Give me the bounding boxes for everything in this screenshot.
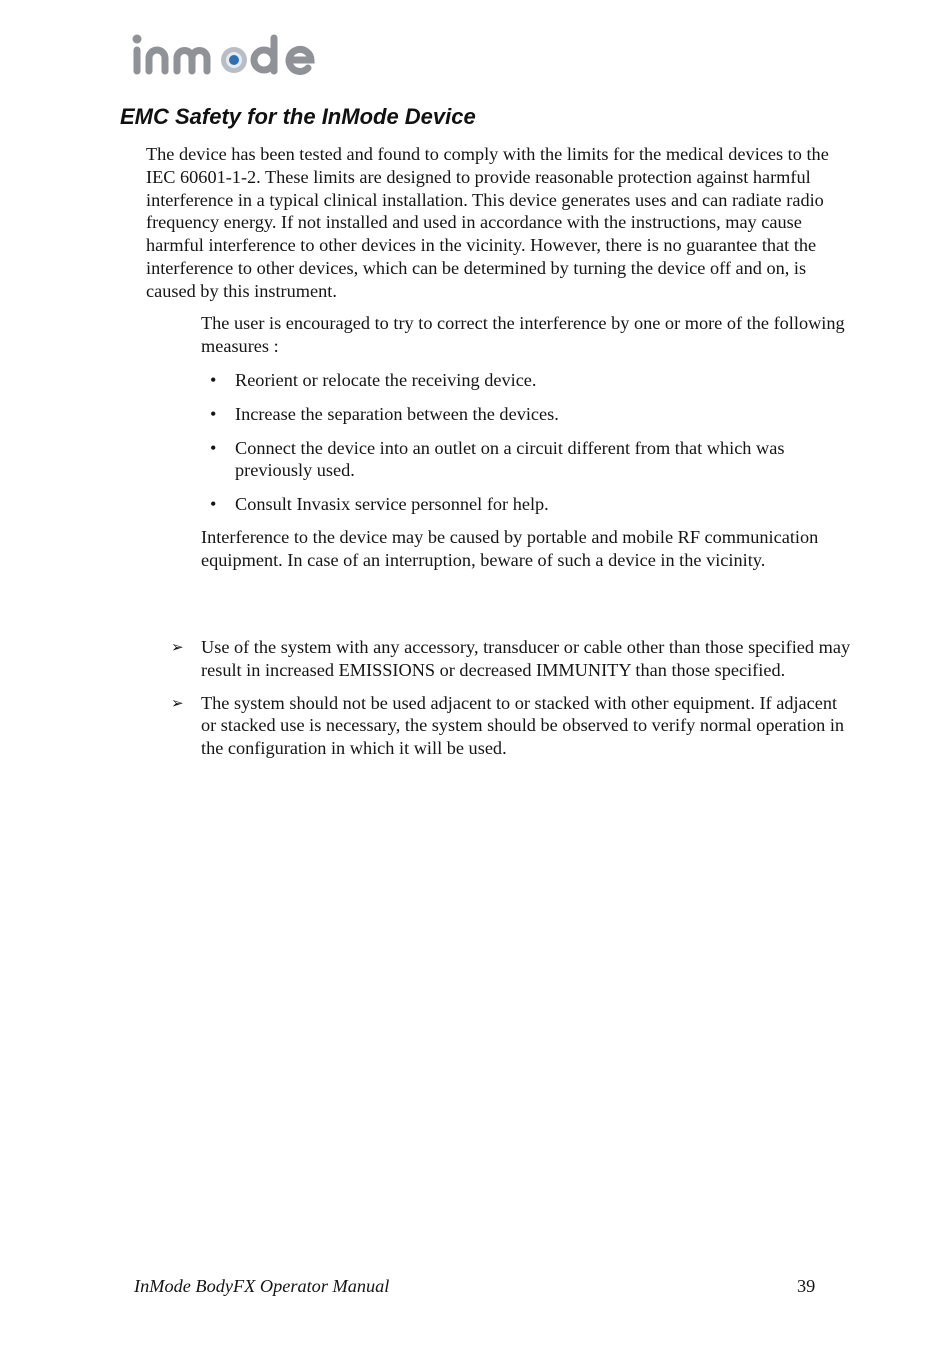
rf-paragraph: Interference to the device may be caused by portable and mobile RF communication equipment. In case of an interruption, beware of such a device in the vicinity.: [201, 527, 819, 570]
list-item: ➢ Use of the system with any accessory, transducer or cable other than those specified may result in increased EMISSIONS or decreased IMMUNITY than those specified.: [171, 637, 851, 680]
inmode-logo: [131, 30, 331, 76]
measures-list: [201, 369, 851, 527]
bullet-icon: •: [210, 370, 217, 390]
arrowhead-bullet-icon: ➢: [171, 693, 184, 712]
list-item: • Increase the separation between the devices.: [210, 403, 559, 424]
bullet-icon: •: [210, 403, 217, 424]
list-item: ➢ The system should not be used adjacent to or stacked with other equipment. If adjacent or stacked use is necessary, the system should be observed to verify normal operation in the configuration in which it will be used.: [171, 692, 845, 759]
measures-intro: The user is encouraged to try to correct the interference by one or more of the following measures :: [201, 313, 845, 356]
section-heading: EMC Safety for the InMode Device: [120, 104, 476, 129]
list-item: • Reorient or relocate the receiving device.: [210, 370, 537, 390]
list-item: • Consult Invasix service personnel for help.: [210, 494, 549, 515]
intro-paragraph: The device has been tested and found to comply with the limits for the medical devices to the IEC 60601-1-2. These limits are designed to provide reasonable protection against harmful interference in a typical clinical installation. This device generates uses and can radiate radio frequency energy. If not installed and used in accordance with the instructions, may cause harmful interference to other devices in the vicinity. However, there is no guarantee that the interference to other devices, which can be determined by turning the device off and on, is caused by this instrument.: [146, 144, 829, 301]
bullet-icon: •: [210, 494, 217, 515]
bullet-icon: •: [210, 437, 217, 458]
list-item: • Connect the device into an outlet on a circuit different from that which was previously used.: [210, 437, 785, 481]
footer-manual-title: InMode BodyFX Operator Manual: [134, 1276, 390, 1296]
footer-page-number: 39: [797, 1276, 816, 1296]
warnings-list: [171, 636, 851, 770]
arrowhead-bullet-icon: ➢: [171, 638, 184, 656]
